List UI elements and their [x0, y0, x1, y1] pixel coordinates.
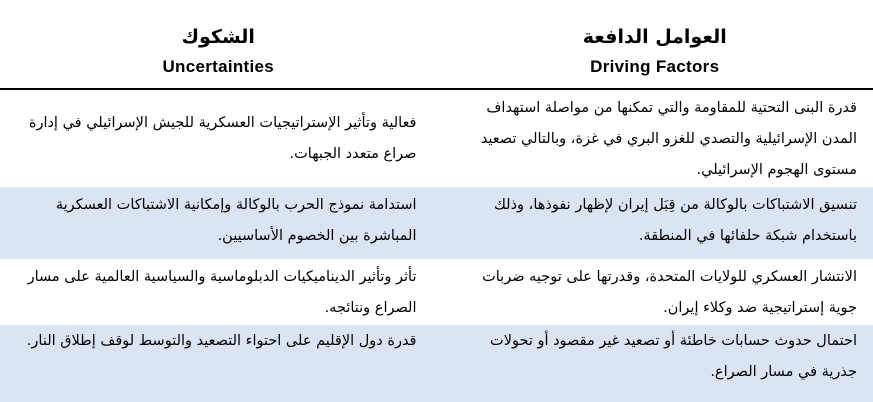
- header-uncertainties-ar: الشكوك: [181, 26, 255, 48]
- header-driving-factors: [437, 0, 873, 88]
- uncertainty-cell: قدرة دول الإقليم على احتواء التصعيد والتوسط لوقف إطلاق النار.: [26, 333, 417, 349]
- uncertainty-cell: فعالية وتأثير الإستراتيجيات العسكرية للجيش الإسرائيلي في إدارة صراع متعدد الجبهات.: [28, 114, 417, 162]
- header-uncertainties-en: Uncertainties: [162, 57, 275, 76]
- header-driving-en: Driving Factors: [590, 57, 720, 76]
- driving-factor-cell: احتمال حدوث حسابات خاطئة أو تصعيد غير مقصود أو تحولات جذرية في مسار الصراع.: [490, 333, 857, 380]
- table-row: [0, 90, 873, 187]
- uncertainty-cell: تأثر وتأثير الديناميكيات الدبلوماسية والسياسية العالمية على مسار الصراع ونتائجه.: [27, 269, 417, 316]
- table-row: [0, 325, 873, 402]
- table-row: [0, 187, 873, 259]
- driving-factor-cell: تنسيق الاشتباكات بالوكالة من قِبَل إيران لإظهار نفوذها، وذلك باستخدام شبكة حلفائها في المنطقة.: [493, 197, 857, 244]
- driving-factor-cell: قدرة البنى التحتية للمقاومة والتي تمكنها من مواصلة استهداف المدن الإسرائيلية والتصدي للغزو البري في غزة، وبالتالي تصعيد مستوى الهجوم الإسرائيلي.: [480, 100, 857, 178]
- uncertainty-cell: استدامة نموذج الحرب بالوكالة وإمكانية الاشتباكات العسكرية المباشرة بين الخصوم الأساسيين.: [55, 197, 417, 244]
- table-header: [0, 0, 873, 90]
- table-row: [0, 261, 873, 325]
- driving-factor-cell: الانتشار العسكري للولايات المتحدة، وقدرتها على توجيه ضربات جوية إستراتيجية ضد وكلاء إيران.: [482, 269, 857, 316]
- header-driving-ar: العوامل الدافعة: [582, 26, 727, 48]
- header-uncertainties: [0, 0, 437, 88]
